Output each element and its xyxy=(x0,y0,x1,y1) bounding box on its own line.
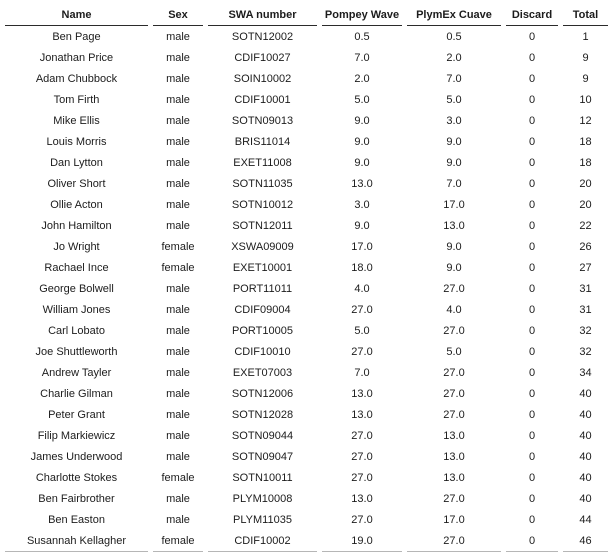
cell-name: Peter Grant xyxy=(48,408,105,421)
cell-pompey-wave: 9.0 xyxy=(354,114,370,127)
cell-name: Jo Wright xyxy=(53,240,100,253)
cell-total: 9 xyxy=(582,51,589,64)
cell-swa-number: EXET11008 xyxy=(233,156,292,169)
cell-name: Dan Lytton xyxy=(50,156,103,169)
cell-pompey-wave: 27.0 xyxy=(351,429,373,442)
cell-sex: male xyxy=(166,513,190,526)
cell-discard: 0 xyxy=(528,408,536,421)
cell-plymex-cuave: 27.0 xyxy=(443,282,465,295)
cell-swa-number: BRIS11014 xyxy=(234,135,291,148)
table-row xyxy=(5,425,608,446)
cell-total: 12 xyxy=(579,114,592,127)
cell-pompey-wave: 27.0 xyxy=(351,345,373,358)
cell-discard: 0 xyxy=(506,530,558,552)
cell-pompey-wave: 27.0 xyxy=(351,513,373,526)
cell-discard: 0 xyxy=(528,492,536,505)
cell-pompey-wave: 13.0 xyxy=(351,177,373,190)
cell-swa-number: EXET10001 xyxy=(232,261,293,274)
table-row xyxy=(5,173,608,194)
cell-plymex-cuave: 7.0 xyxy=(446,72,462,85)
cell-swa-number: SOIN10002 xyxy=(233,72,292,85)
cell-discard: 0 xyxy=(528,177,536,190)
cell-swa-number: SOTN10012 xyxy=(231,198,294,211)
cell-name: Susannah Kellagher xyxy=(5,530,148,552)
table-row xyxy=(5,320,608,341)
table-row xyxy=(5,215,608,236)
cell-swa-number: EXET07003 xyxy=(232,366,293,379)
table-row xyxy=(5,299,608,320)
cell-pompey-wave: 19.0 xyxy=(322,530,402,552)
table-row xyxy=(5,362,608,383)
cell-pompey-wave: 9.0 xyxy=(354,219,370,232)
cell-name: James Underwood xyxy=(30,450,123,463)
cell-sex: male xyxy=(166,177,190,190)
cell-swa-number: SOTN09047 xyxy=(231,450,294,463)
table-row xyxy=(5,467,608,488)
cell-sex: male xyxy=(166,408,190,421)
cell-discard: 0 xyxy=(528,30,536,43)
table-row xyxy=(5,110,608,131)
cell-swa-number: SOTN12002 xyxy=(231,30,294,43)
table-row xyxy=(5,383,608,404)
cell-sex: male xyxy=(166,30,190,43)
cell-plymex-cuave: 27.0 xyxy=(443,366,465,379)
cell-total: 18 xyxy=(579,156,592,169)
cell-pompey-wave: 3.0 xyxy=(354,198,370,211)
cell-discard: 0 xyxy=(528,282,536,295)
cell-swa-number: CDIF10027 xyxy=(234,51,291,64)
cell-pompey-wave: 13.0 xyxy=(351,408,373,421)
cell-sex: male xyxy=(166,51,190,64)
cell-swa-number: PLYM11035 xyxy=(233,513,292,526)
cell-plymex-cuave: 17.0 xyxy=(443,513,465,526)
cell-swa-number: CDIF09004 xyxy=(234,303,291,316)
cell-discard: 0 xyxy=(528,450,536,463)
cell-sex: female xyxy=(153,530,203,552)
cell-name: Joe Shuttleworth xyxy=(35,345,118,358)
cell-sex: male xyxy=(166,429,190,442)
column-header-name: Name xyxy=(5,0,148,26)
cell-swa-number: SOTN12011 xyxy=(232,219,293,232)
cell-pompey-wave: 5.0 xyxy=(354,324,370,337)
cell-swa-number: SOTN12006 xyxy=(231,387,294,400)
cell-pompey-wave: 27.0 xyxy=(351,303,373,316)
cell-total: 34 xyxy=(579,366,592,379)
cell-name: Carl Lobato xyxy=(48,324,105,337)
cell-plymex-cuave: 27.0 xyxy=(443,324,465,337)
table-row xyxy=(5,236,608,257)
cell-total: 40 xyxy=(579,471,592,484)
cell-name: Rachael Ince xyxy=(44,261,109,274)
cell-discard: 0 xyxy=(528,429,536,442)
cell-total: 44 xyxy=(579,513,592,526)
cell-swa-number: PLYM10008 xyxy=(232,492,293,505)
cell-swa-number: CDIF10002 xyxy=(208,530,317,552)
cell-pompey-wave: 9.0 xyxy=(354,156,370,169)
cell-sex: male xyxy=(166,387,190,400)
column-header-discard: Discard xyxy=(506,0,558,26)
cell-plymex-cuave: 2.0 xyxy=(446,51,462,64)
cell-discard: 0 xyxy=(528,324,536,337)
cell-plymex-cuave: 27.0 xyxy=(407,530,501,552)
cell-total: 32 xyxy=(579,345,592,358)
cell-name: Ben Easton xyxy=(48,513,105,526)
cell-name: Oliver Short xyxy=(47,177,106,190)
cell-plymex-cuave: 7.0 xyxy=(446,177,462,190)
cell-total: 40 xyxy=(579,429,592,442)
cell-plymex-cuave: 5.0 xyxy=(446,93,462,106)
cell-pompey-wave: 7.0 xyxy=(354,366,370,379)
table-row xyxy=(5,488,608,509)
cell-name: Ollie Acton xyxy=(50,198,103,211)
cell-name: Filip Markiewicz xyxy=(37,429,116,442)
cell-plymex-cuave: 13.0 xyxy=(443,471,465,484)
table-row xyxy=(5,26,608,47)
table-row xyxy=(5,131,608,152)
cell-discard: 0 xyxy=(528,513,536,526)
cell-swa-number: SOTN10011 xyxy=(232,471,293,484)
cell-pompey-wave: 27.0 xyxy=(351,471,373,484)
cell-plymex-cuave: 9.0 xyxy=(446,156,462,169)
cell-plymex-cuave: 3.0 xyxy=(446,114,462,127)
cell-pompey-wave: 0.5 xyxy=(354,30,370,43)
cell-swa-number: PORT11011 xyxy=(232,282,293,295)
cell-discard: 0 xyxy=(528,72,536,85)
cell-plymex-cuave: 27.0 xyxy=(443,387,465,400)
cell-pompey-wave: 27.0 xyxy=(351,450,373,463)
cell-pompey-wave: 18.0 xyxy=(351,261,373,274)
cell-discard: 0 xyxy=(528,366,536,379)
cell-name: John Hamilton xyxy=(41,219,112,232)
cell-name: Charlie Gilman xyxy=(40,387,113,400)
table-row xyxy=(5,446,608,467)
table-row xyxy=(5,257,608,278)
cell-total: 18 xyxy=(579,135,592,148)
cell-discard: 0 xyxy=(528,93,536,106)
cell-name: Ben Fairbrother xyxy=(38,492,115,505)
cell-plymex-cuave: 9.0 xyxy=(446,240,462,253)
cell-total: 20 xyxy=(579,198,592,211)
cell-name: Adam Chubbock xyxy=(35,72,118,85)
cell-name: Mike Ellis xyxy=(53,114,100,127)
cell-name: Charlotte Stokes xyxy=(35,471,118,484)
results-table-header xyxy=(5,0,608,26)
cell-pompey-wave: 5.0 xyxy=(354,93,370,106)
cell-name: Louis Morris xyxy=(46,135,107,148)
cell-sex: male xyxy=(166,219,190,232)
cell-total: 40 xyxy=(579,387,592,400)
cell-pompey-wave: 2.0 xyxy=(354,72,370,85)
table-row xyxy=(5,278,608,299)
cell-swa-number: CDIF10001 xyxy=(234,93,291,106)
cell-total: 46 xyxy=(563,530,608,552)
header-row xyxy=(5,0,608,26)
cell-swa-number: XSWA09009 xyxy=(231,240,294,253)
cell-discard: 0 xyxy=(528,387,536,400)
cell-discard: 0 xyxy=(528,303,536,316)
cell-pompey-wave: 4.0 xyxy=(354,282,370,295)
cell-discard: 0 xyxy=(528,51,536,64)
cell-sex: male xyxy=(166,135,190,148)
cell-name: George Bolwell xyxy=(39,282,114,295)
cell-sex: male xyxy=(166,324,190,337)
cell-sex: female xyxy=(161,471,195,484)
cell-discard: 0 xyxy=(528,219,536,232)
table-row xyxy=(5,341,608,362)
cell-sex: male xyxy=(166,345,190,358)
cell-pompey-wave: 13.0 xyxy=(351,492,373,505)
table-row xyxy=(5,530,608,552)
cell-plymex-cuave: 27.0 xyxy=(443,492,465,505)
cell-sex: female xyxy=(161,240,195,253)
cell-sex: female xyxy=(161,261,195,274)
cell-plymex-cuave: 13.0 xyxy=(443,429,465,442)
cell-sex: male xyxy=(166,303,190,316)
cell-total: 31 xyxy=(579,282,592,295)
cell-total: 1 xyxy=(582,30,589,43)
cell-pompey-wave: 13.0 xyxy=(351,387,373,400)
cell-discard: 0 xyxy=(528,114,536,127)
cell-swa-number: SOTN09044 xyxy=(231,429,294,442)
cell-sex: male xyxy=(166,366,190,379)
column-header-total: Total xyxy=(563,0,608,26)
cell-plymex-cuave: 27.0 xyxy=(443,408,465,421)
cell-name: William Jones xyxy=(42,303,111,316)
cell-total: 40 xyxy=(579,450,592,463)
cell-pompey-wave: 17.0 xyxy=(351,240,373,253)
cell-plymex-cuave: 9.0 xyxy=(446,135,462,148)
cell-discard: 0 xyxy=(528,156,536,169)
cell-sex: male xyxy=(166,450,190,463)
cell-pompey-wave: 9.0 xyxy=(354,135,370,148)
cell-swa-number: PORT10005 xyxy=(232,324,293,337)
cell-plymex-cuave: 0.5 xyxy=(446,30,462,43)
cell-discard: 0 xyxy=(528,198,536,211)
cell-discard: 0 xyxy=(528,135,536,148)
cell-total: 20 xyxy=(579,177,592,190)
cell-sex: male xyxy=(166,492,190,505)
cell-swa-number: SOTN09013 xyxy=(231,114,294,127)
cell-total: 32 xyxy=(579,324,592,337)
table-row xyxy=(5,509,608,530)
cell-total: 9 xyxy=(582,72,589,85)
table-row xyxy=(5,152,608,173)
cell-plymex-cuave: 17.0 xyxy=(443,198,465,211)
cell-total: 26 xyxy=(579,240,592,253)
table-row xyxy=(5,89,608,110)
cell-sex: male xyxy=(166,72,190,85)
table-row xyxy=(5,68,608,89)
cell-sex: male xyxy=(166,93,190,106)
cell-plymex-cuave: 13.0 xyxy=(443,219,465,232)
cell-discard: 0 xyxy=(528,261,536,274)
cell-total: 31 xyxy=(579,303,592,316)
table-row xyxy=(5,47,608,68)
cell-total: 27 xyxy=(579,261,592,274)
cell-discard: 0 xyxy=(528,240,536,253)
cell-name: Ben Page xyxy=(52,30,101,43)
table-row xyxy=(5,194,608,215)
column-header-swa-number: SWA number xyxy=(208,0,317,26)
cell-plymex-cuave: 9.0 xyxy=(446,261,462,274)
cell-discard: 0 xyxy=(528,471,536,484)
cell-name: Andrew Tayler xyxy=(41,366,112,379)
results-table-body xyxy=(5,26,608,552)
cell-total: 40 xyxy=(579,492,592,505)
cell-name: Jonathan Price xyxy=(39,51,114,64)
cell-swa-number: SOTN12028 xyxy=(231,408,294,421)
cell-sex: male xyxy=(166,114,190,127)
cell-pompey-wave: 7.0 xyxy=(354,51,370,64)
column-header-plymex-cuave: PlymEx Cuave xyxy=(407,0,501,26)
cell-plymex-cuave: 13.0 xyxy=(443,450,465,463)
cell-sex: male xyxy=(166,198,190,211)
cell-sex: male xyxy=(166,282,190,295)
cell-name: Tom Firth xyxy=(53,93,100,106)
cell-total: 22 xyxy=(579,219,592,232)
table-row xyxy=(5,404,608,425)
cell-total: 40 xyxy=(579,408,592,421)
cell-swa-number: SOTN11035 xyxy=(232,177,293,190)
cell-plymex-cuave: 5.0 xyxy=(446,345,462,358)
cell-swa-number: CDIF10010 xyxy=(234,345,291,358)
cell-plymex-cuave: 4.0 xyxy=(446,303,462,316)
column-header-pompey-wave: Pompey Wave xyxy=(322,0,402,26)
cell-total: 10 xyxy=(579,93,592,106)
cell-sex: male xyxy=(166,156,190,169)
column-header-sex: Sex xyxy=(153,0,203,26)
cell-discard: 0 xyxy=(528,345,536,358)
